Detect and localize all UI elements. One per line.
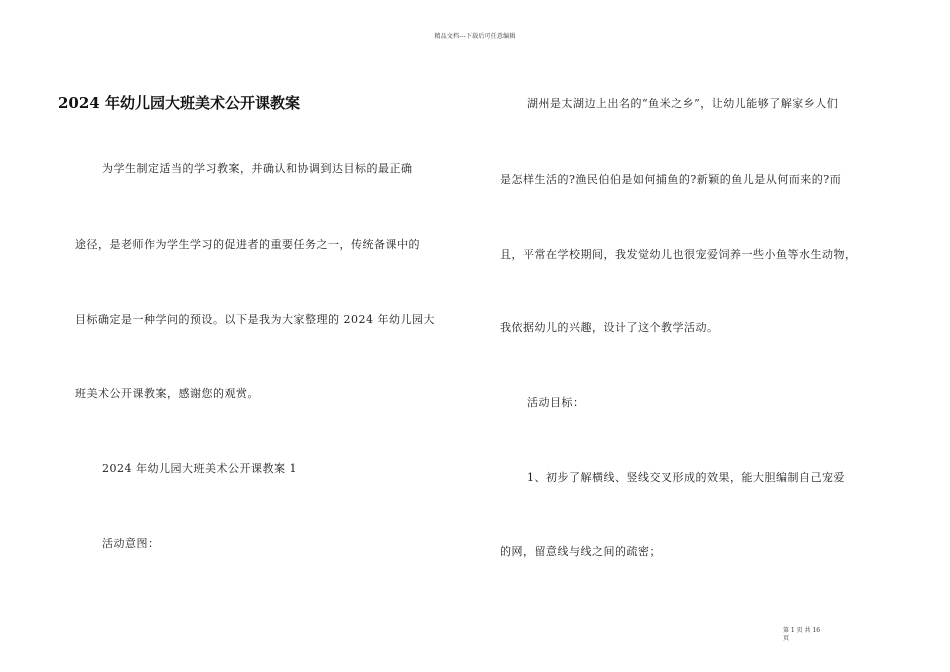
subsection-heading: 活动意图： bbox=[102, 537, 160, 550]
right-paragraph-line: 湖州是太湖边上出名的“鱼米之乡”，让幼儿能够了解家乡人们 bbox=[527, 97, 839, 110]
document-title: 2024 年幼儿园大班美术公开课教案 bbox=[58, 94, 300, 112]
right-paragraph-line: 的网，留意线与线之间的疏密； bbox=[500, 545, 661, 558]
right-paragraph-line: 且，平常在学校期间，我发觉幼儿也很宠爱饲养一些小鱼等水生动物， bbox=[500, 248, 857, 261]
page-number-line: 第 1 页 共 16 bbox=[783, 627, 821, 634]
page-number-line: 页 bbox=[783, 635, 790, 642]
page-number bbox=[783, 627, 843, 643]
subsection-heading: 活动目标： bbox=[527, 396, 585, 409]
right-paragraph-line: 1、初步了解横线、竖线交叉形成的效果，能大胆编制自己宠爱 bbox=[527, 471, 845, 484]
left-paragraph-line: 为学生制定适当的学习教案，并确认和协调到达目标的最正确 bbox=[102, 162, 413, 175]
right-paragraph-line: 是怎样生活的?渔民伯伯是如何捕鱼的?新颖的鱼儿是从何而来的?而 bbox=[500, 173, 842, 186]
right-paragraph-line: 我依据幼儿的兴趣，设计了这个教学活动。 bbox=[500, 321, 719, 334]
left-paragraph-line: 途径，是老师作为学生学习的促进者的重要任务之一，传统备课中的 bbox=[75, 238, 420, 251]
left-paragraph-line: 班美术公开课教案，感谢您的观赏。 bbox=[75, 387, 259, 400]
page-header: 精品文档---下载后可任意编辑 bbox=[434, 33, 516, 40]
section-heading: 2024 年幼儿园大班美术公开课教案 1 bbox=[102, 462, 297, 475]
left-paragraph-line: 目标确定是一种学问的预设。以下是我为大家整理的 2024 年幼儿园大 bbox=[75, 313, 435, 326]
